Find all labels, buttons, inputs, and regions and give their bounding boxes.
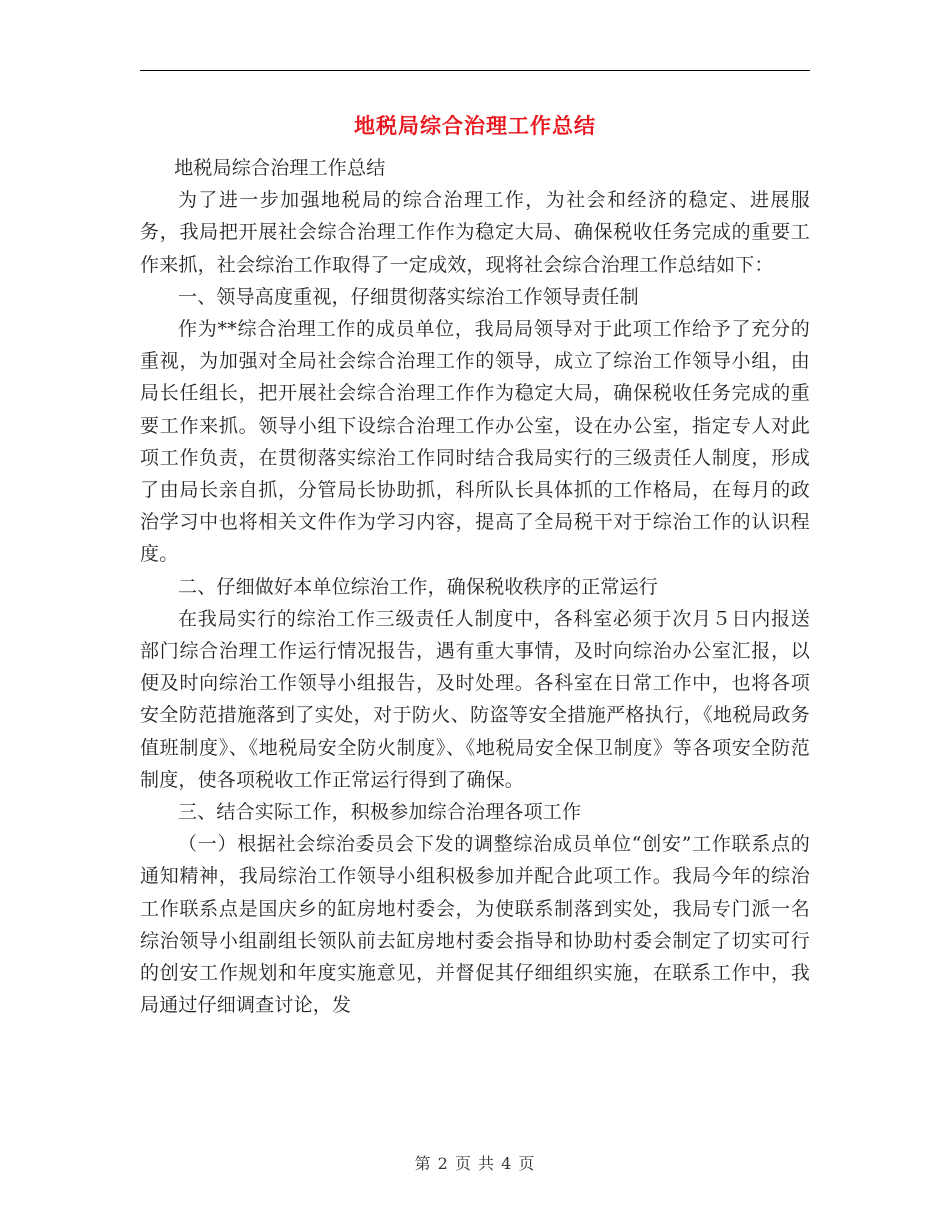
document-body bbox=[140, 152, 810, 1021]
header-rule bbox=[140, 70, 810, 71]
intro-paragraph: 为了进一步加强地税局的综合治理工作，为社会和经济的稳定、进展服务，我局把开展社会综合治理工作作为稳定大局、确保税收任务完成的重要工作来抓，社会综治工作取得了一定成效，现将社会综合治理工作总结如下： bbox=[140, 189, 810, 276]
section-heading-2: 二、仔细做好本单位综治工作，确保税收秩序的正常运行 bbox=[178, 575, 659, 598]
document-subtitle: 地税局综合治理工作总结 bbox=[174, 157, 386, 179]
section-3-paragraph: （一）根据社会综治委员会下发的调整综治成员单位“创安”工作联系点的通知精神，我局综治工作领导小组积极参加并配合此项工作。我局今年的综治工作联系点是国庆乡的缸房地村委会，为使联系制落到实处，我局专门派一名综治领导小组副组长领队前去缸房地村委会指导和协助村委会制定了切实可行的创安工作规划和年度实施意见，并督促其仔细组织实施，在联系工作中，我局通过仔细调查讨论，发 bbox=[140, 833, 810, 1017]
section-heading-1: 一、领导高度重视，仔细贯彻落实综治工作领导责任制 bbox=[178, 285, 639, 308]
page-number-footer: 第 2 页 共 4 页 bbox=[414, 1154, 536, 1173]
section-heading-3: 三、结合实际工作，积极参加综合治理各项工作 bbox=[178, 801, 582, 824]
document-title: 地税局综合治理工作总结 bbox=[354, 113, 596, 138]
section-1-paragraph: 作为**综合治理工作的成员单位，我局局领导对于此项工作给予了充分的重视，为加强对全局社会综合治理工作的领导，成立了综治工作领导小组，由局长任组长，把开展社会综合治理工作作为稳定大局，确保税收任务完成的重要工作来抓。领导小组下设综合治理工作办公室，设在办公室，指定专人对此项工作负责，在贯彻落实综治工作同时结合我局实行的三级责任人制度，形成了由局长亲自抓，分管局长协助抓，科所队长具体抓的工作格局，在每月的政治学习中也将相关文件作为学习内容，提高了全局税干对于综治工作的认识程度。 bbox=[140, 318, 810, 566]
section-2-paragraph: 在我局实行的综治工作三级责任人制度中，各科室必须于次月５日内报送部门综合治理工作运行情况报告，遇有重大事情，及时向综治办公室汇报，以便及时向综治工作领导小组报告，及时处理。各科室在日常工作中，也将各项安全防范措施落到了实处，对于防火、防盗等安全措施严格执行，《地税局政务值班制度》、《地税局安全防火制度》、《地税局安全保卫制度》等各项安全防范制度，使各项税收工作正常运行得到了确保。 bbox=[140, 607, 810, 791]
